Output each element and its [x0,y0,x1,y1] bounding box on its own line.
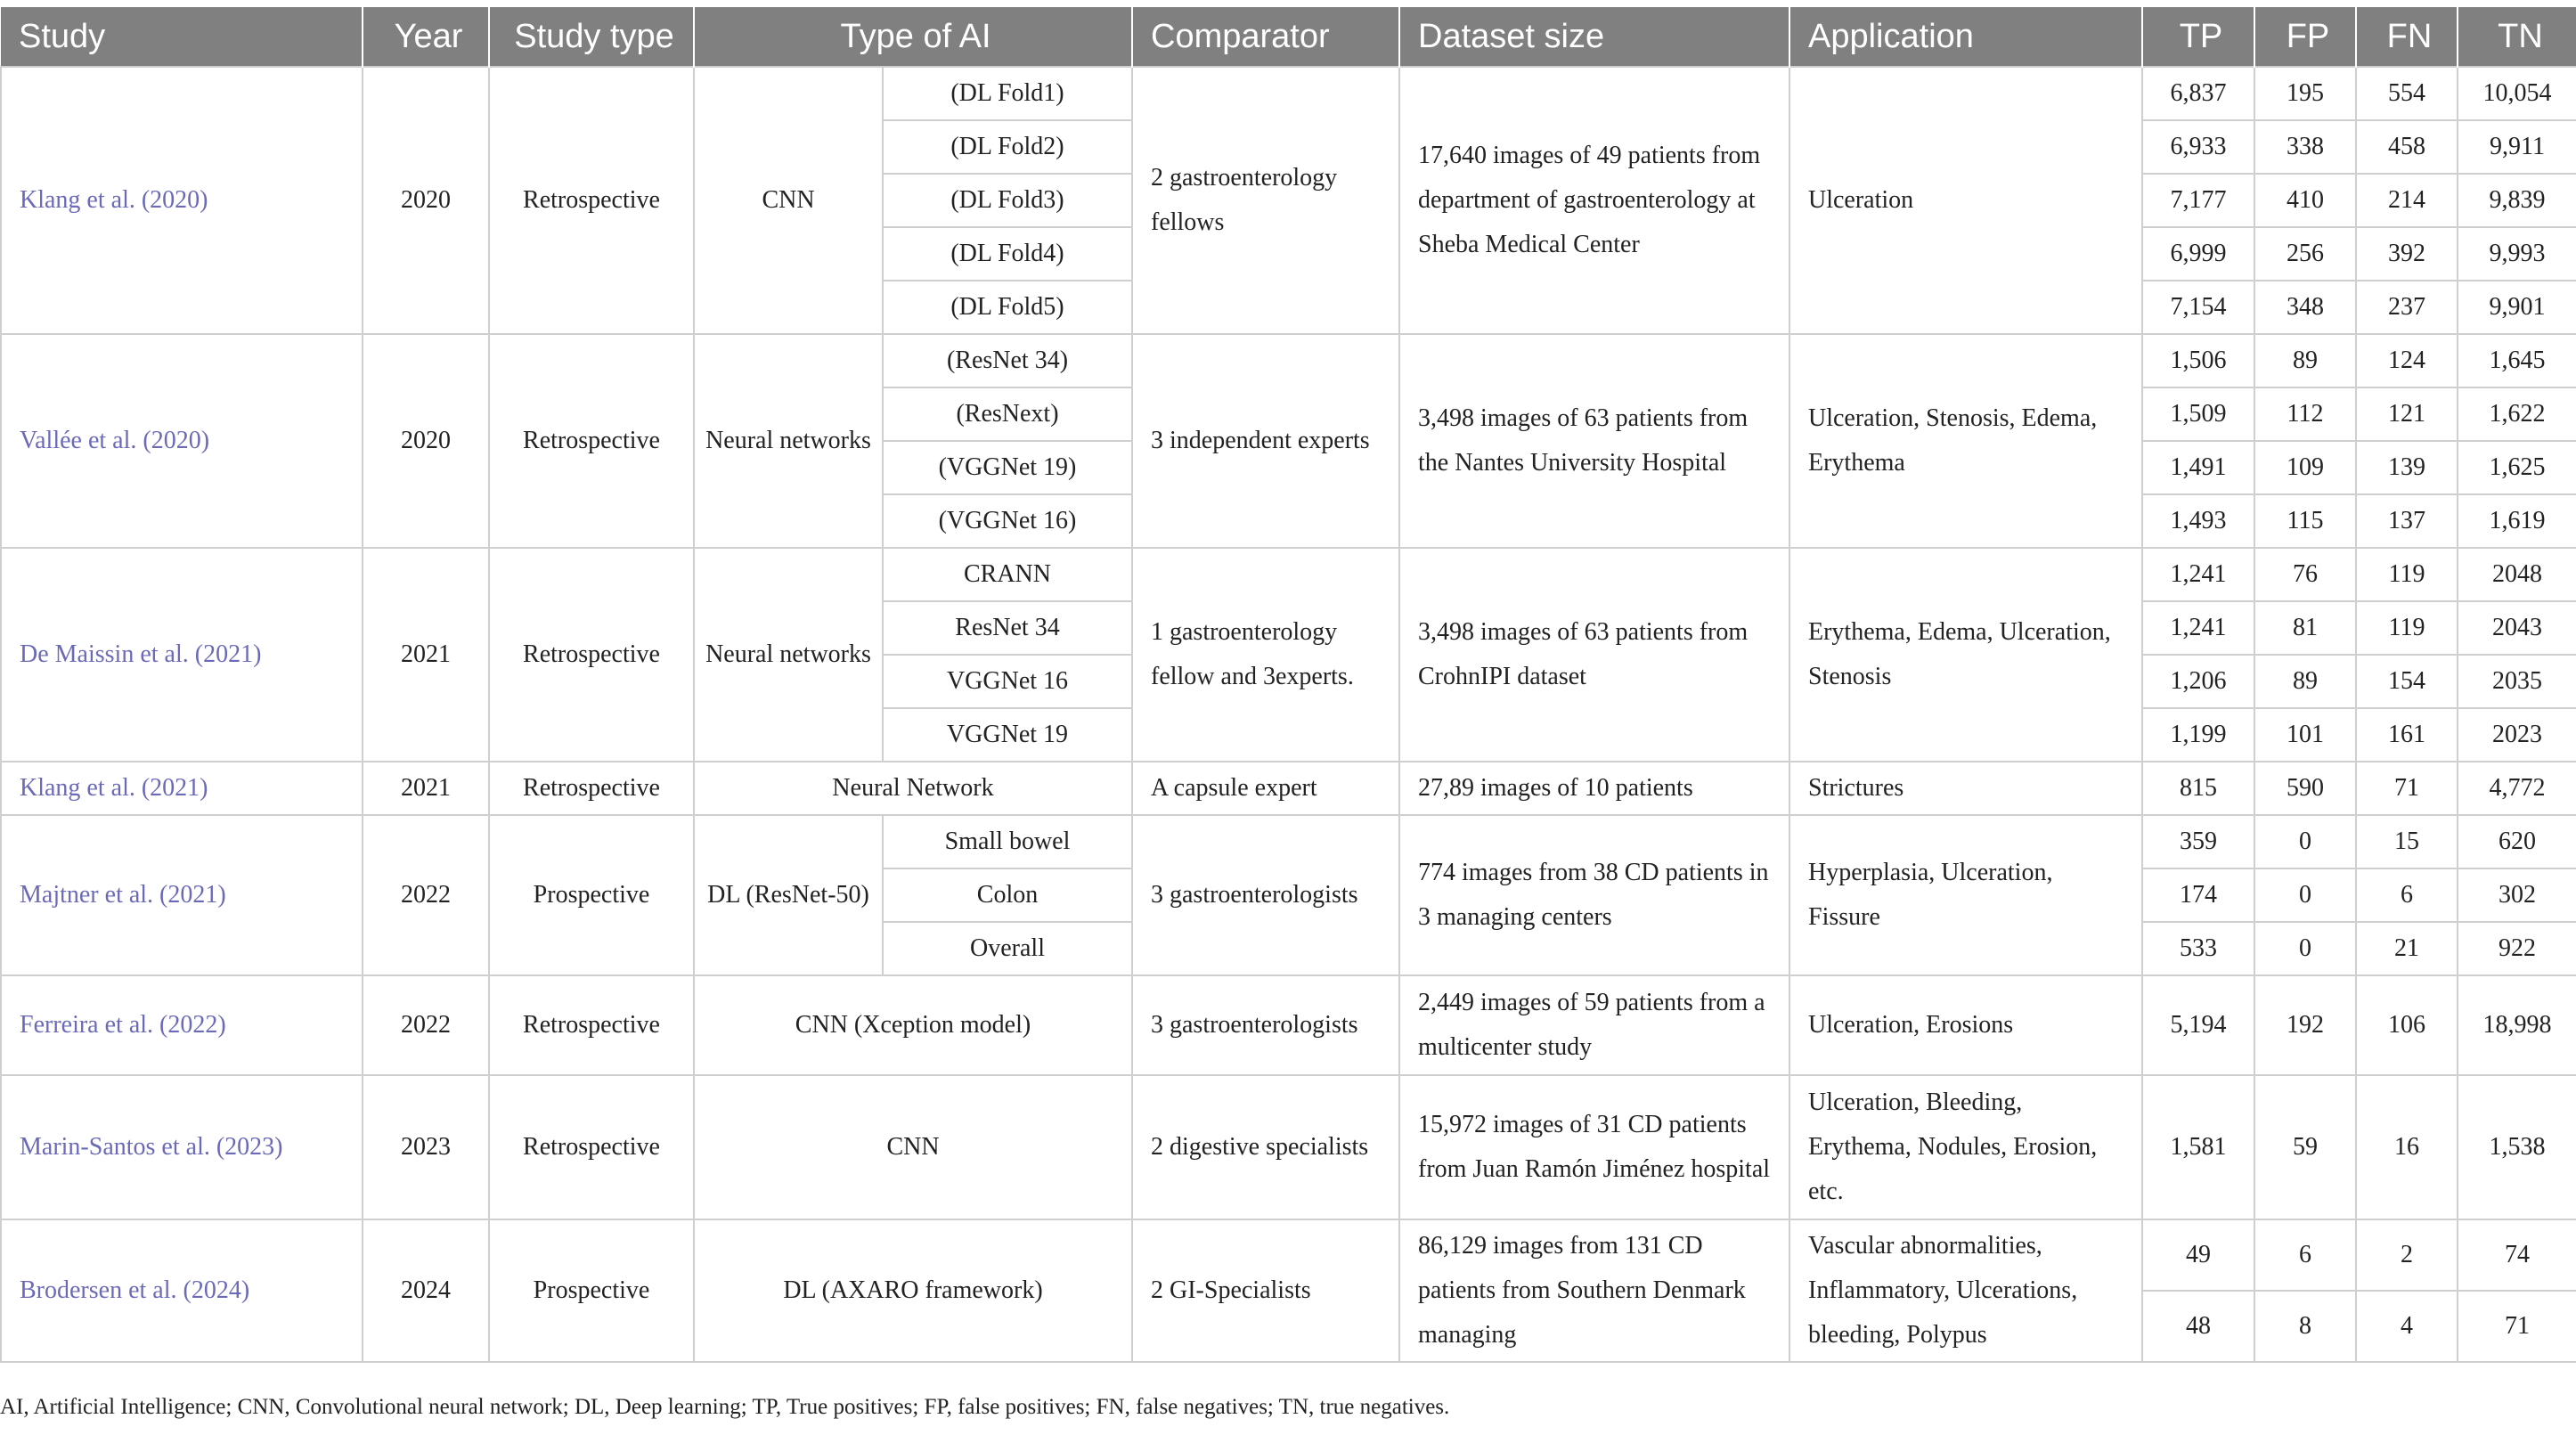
application: Vascular abnormalities, Inflammatory, Ulcerations, bleeding, Polypus [1789,1219,2142,1362]
value-fn: 2 [2356,1219,2458,1291]
study-year: 2021 [363,548,489,762]
value-fn: 139 [2356,441,2458,494]
comparator: 1 gastroenterology fellow and 3experts. [1132,548,1399,762]
dataset-size: 774 images from 38 CD patients in 3 managing centers [1399,815,1789,975]
value-tn: 922 [2458,922,2576,975]
value-tn: 9,839 [2458,174,2576,227]
value-fp: 59 [2254,1075,2356,1219]
value-tp: 5,194 [2142,975,2254,1075]
model-variant: (DL Fold4) [883,227,1132,281]
study-year: 2023 [363,1075,489,1219]
model-variant: (VGGNet 16) [883,494,1132,548]
dataset-size: 3,498 images of 63 patients from the Nantes University Hospital [1399,334,1789,548]
header-row [1,7,2576,67]
table-row [1,67,2576,120]
value-tn: 1,625 [2458,441,2576,494]
value-tn: 9,901 [2458,281,2576,334]
value-fp: 0 [2254,868,2356,922]
value-tn: 1,622 [2458,387,2576,441]
comparator: 2 digestive specialists [1132,1075,1399,1219]
header-tn: TN [2458,7,2576,67]
value-fp: 112 [2254,387,2356,441]
application: Ulceration, Erosions [1789,975,2142,1075]
value-fn: 119 [2356,548,2458,601]
value-tp: 1,199 [2142,708,2254,762]
study-year: 2024 [363,1219,489,1362]
value-tn: 302 [2458,868,2576,922]
value-tn: 9,993 [2458,227,2576,281]
value-tn: 10,054 [2458,67,2576,120]
study-type: Retrospective [489,548,694,762]
value-fp: 348 [2254,281,2356,334]
table-row [1,548,2576,601]
value-tp: 359 [2142,815,2254,868]
table-footnote: AI, Artificial Intelligence; CNN, Convolutional neural network; DL, Deep learning; TP, True positives; FP, false positives; FN, false negatives; TN, true negatives. [0,1395,1450,1419]
study-year: 2021 [363,762,489,815]
value-fp: 6 [2254,1219,2356,1291]
ai-type: CNN (Xception model) [694,975,1132,1075]
study-type: Retrospective [489,975,694,1075]
dataset-size: 15,972 images of 31 CD patients from Juan Ramón Jiménez hospital [1399,1075,1789,1219]
value-tp: 48 [2142,1291,2254,1362]
value-tp: 7,177 [2142,174,2254,227]
value-tp: 6,999 [2142,227,2254,281]
value-fp: 76 [2254,548,2356,601]
value-tn: 620 [2458,815,2576,868]
table-row [1,762,2576,815]
study-name: De Maissin et al. (2021) [1,548,363,762]
ai-type: DL (ResNet-50) [694,815,883,975]
value-fp: 195 [2254,67,2356,120]
value-fn: 237 [2356,281,2458,334]
value-fp: 410 [2254,174,2356,227]
value-tn: 18,998 [2458,975,2576,1075]
value-tp: 49 [2142,1219,2254,1291]
ai-type: Neural Network [694,762,1132,815]
header-fp: FP [2254,7,2356,67]
value-tn: 9,911 [2458,120,2576,174]
value-tn: 2043 [2458,601,2576,655]
value-tn: 2048 [2458,548,2576,601]
header-fn: FN [2356,7,2458,67]
value-tp: 1,509 [2142,387,2254,441]
model-variant: CRANN [883,548,1132,601]
application: Hyperplasia, Ulceration, Fissure [1789,815,2142,975]
header-study-type: Study type [489,7,694,67]
value-fp: 192 [2254,975,2356,1075]
study-type: Retrospective [489,334,694,548]
study-name: Ferreira et al. (2022) [1,975,363,1075]
value-tn: 4,772 [2458,762,2576,815]
value-tn: 2023 [2458,708,2576,762]
value-fp: 101 [2254,708,2356,762]
model-variant: (DL Fold1) [883,67,1132,120]
value-tp: 815 [2142,762,2254,815]
study-name: Majtner et al. (2021) [1,815,363,975]
value-fn: 119 [2356,601,2458,655]
value-tn: 71 [2458,1291,2576,1362]
model-variant: VGGNet 16 [883,655,1132,708]
ai-type: DL (AXARO framework) [694,1219,1132,1362]
study-year: 2020 [363,334,489,548]
ai-type: CNN [694,1075,1132,1219]
table-body [1,67,2576,1362]
value-tp: 1,241 [2142,548,2254,601]
value-fn: 554 [2356,67,2458,120]
model-variant: (VGGNet 19) [883,441,1132,494]
study-name: Klang et al. (2021) [1,762,363,815]
value-fn: 154 [2356,655,2458,708]
study-type: Retrospective [489,67,694,334]
value-fn: 121 [2356,387,2458,441]
study-year: 2022 [363,975,489,1075]
comparator: A capsule expert [1132,762,1399,815]
table-row [1,334,2576,387]
value-fn: 392 [2356,227,2458,281]
value-fn: 71 [2356,762,2458,815]
value-fp: 590 [2254,762,2356,815]
value-tn: 1,619 [2458,494,2576,548]
application: Ulceration, Bleeding, Erythema, Nodules, Erosion, etc. [1789,1075,2142,1219]
value-tp: 7,154 [2142,281,2254,334]
value-fn: 458 [2356,120,2458,174]
application: Erythema, Edema, Ulceration, Stenosis [1789,548,2142,762]
value-fn: 4 [2356,1291,2458,1362]
value-tp: 1,493 [2142,494,2254,548]
comparator: 3 gastroenterologists [1132,975,1399,1075]
model-variant: Overall [883,922,1132,975]
value-tp: 1,506 [2142,334,2254,387]
study-type: Retrospective [489,1075,694,1219]
value-tp: 1,581 [2142,1075,2254,1219]
value-tp: 1,241 [2142,601,2254,655]
value-fp: 256 [2254,227,2356,281]
study-year: 2022 [363,815,489,975]
dataset-size: 86,129 images from 131 CD patients from Southern Denmark managing [1399,1219,1789,1362]
value-fn: 124 [2356,334,2458,387]
value-fn: 106 [2356,975,2458,1075]
table-row [1,1075,2576,1219]
value-tp: 6,933 [2142,120,2254,174]
value-fn: 161 [2356,708,2458,762]
dataset-size: 27,89 images of 10 patients [1399,762,1789,815]
value-fn: 16 [2356,1075,2458,1219]
model-variant: (DL Fold3) [883,174,1132,227]
value-tn: 2035 [2458,655,2576,708]
study-type: Prospective [489,1219,694,1362]
value-tp: 174 [2142,868,2254,922]
table-row [1,975,2576,1075]
header-comparator: Comparator [1132,7,1399,67]
table-row [1,1219,2576,1291]
application: Strictures [1789,762,2142,815]
model-variant: VGGNet 19 [883,708,1132,762]
dataset-size: 3,498 images of 63 patients from CrohnIPI dataset [1399,548,1789,762]
dataset-size: 17,640 images of 49 patients from department of gastroenterology at Sheba Medical Center [1399,67,1789,334]
value-fn: 15 [2356,815,2458,868]
model-variant: (DL Fold2) [883,120,1132,174]
header-dataset-size: Dataset size [1399,7,1789,67]
value-fp: 0 [2254,922,2356,975]
ai-type: Neural networks [694,334,883,548]
value-fn: 21 [2356,922,2458,975]
study-type: Prospective [489,815,694,975]
comparator: 3 gastroenterologists [1132,815,1399,975]
model-variant: (DL Fold5) [883,281,1132,334]
value-tp: 1,491 [2142,441,2254,494]
model-variant: Small bowel [883,815,1132,868]
dataset-size: 2,449 images of 59 patients from a multicenter study [1399,975,1789,1075]
comparator: 2 gastroenterology fellows [1132,67,1399,334]
table-row [1,815,2576,868]
value-fp: 109 [2254,441,2356,494]
model-variant: (ResNet 34) [883,334,1132,387]
application: Ulceration, Stenosis, Edema, Erythema [1789,334,2142,548]
ai-type: CNN [694,67,883,334]
study-name: Vallée et al. (2020) [1,334,363,548]
study-year: 2020 [363,67,489,334]
value-fp: 81 [2254,601,2356,655]
model-variant: (ResNext) [883,387,1132,441]
value-tp: 6,837 [2142,67,2254,120]
header-year: Year [363,7,489,67]
value-fp: 0 [2254,815,2356,868]
header-type-of-ai: Type of AI [694,7,1132,67]
value-fp: 338 [2254,120,2356,174]
value-tn: 1,645 [2458,334,2576,387]
study-name: Klang et al. (2020) [1,67,363,334]
model-variant: Colon [883,868,1132,922]
ai-type: Neural networks [694,548,883,762]
value-tp: 533 [2142,922,2254,975]
value-fp: 8 [2254,1291,2356,1362]
header-application: Application [1789,7,2142,67]
study-name: Marin-Santos et al. (2023) [1,1075,363,1219]
value-fp: 89 [2254,334,2356,387]
value-tp: 1,206 [2142,655,2254,708]
results-table [0,7,2576,1363]
value-tn: 74 [2458,1219,2576,1291]
study-type: Retrospective [489,762,694,815]
study-name: Brodersen et al. (2024) [1,1219,363,1362]
value-fp: 115 [2254,494,2356,548]
application: Ulceration [1789,67,2142,334]
comparator: 3 independent experts [1132,334,1399,548]
comparator: 2 GI-Specialists [1132,1219,1399,1362]
value-fn: 214 [2356,174,2458,227]
value-tn: 1,538 [2458,1075,2576,1219]
value-fn: 137 [2356,494,2458,548]
header-tp: TP [2142,7,2254,67]
value-fp: 89 [2254,655,2356,708]
value-fn: 6 [2356,868,2458,922]
header-study: Study [1,7,363,67]
model-variant: ResNet 34 [883,601,1132,655]
